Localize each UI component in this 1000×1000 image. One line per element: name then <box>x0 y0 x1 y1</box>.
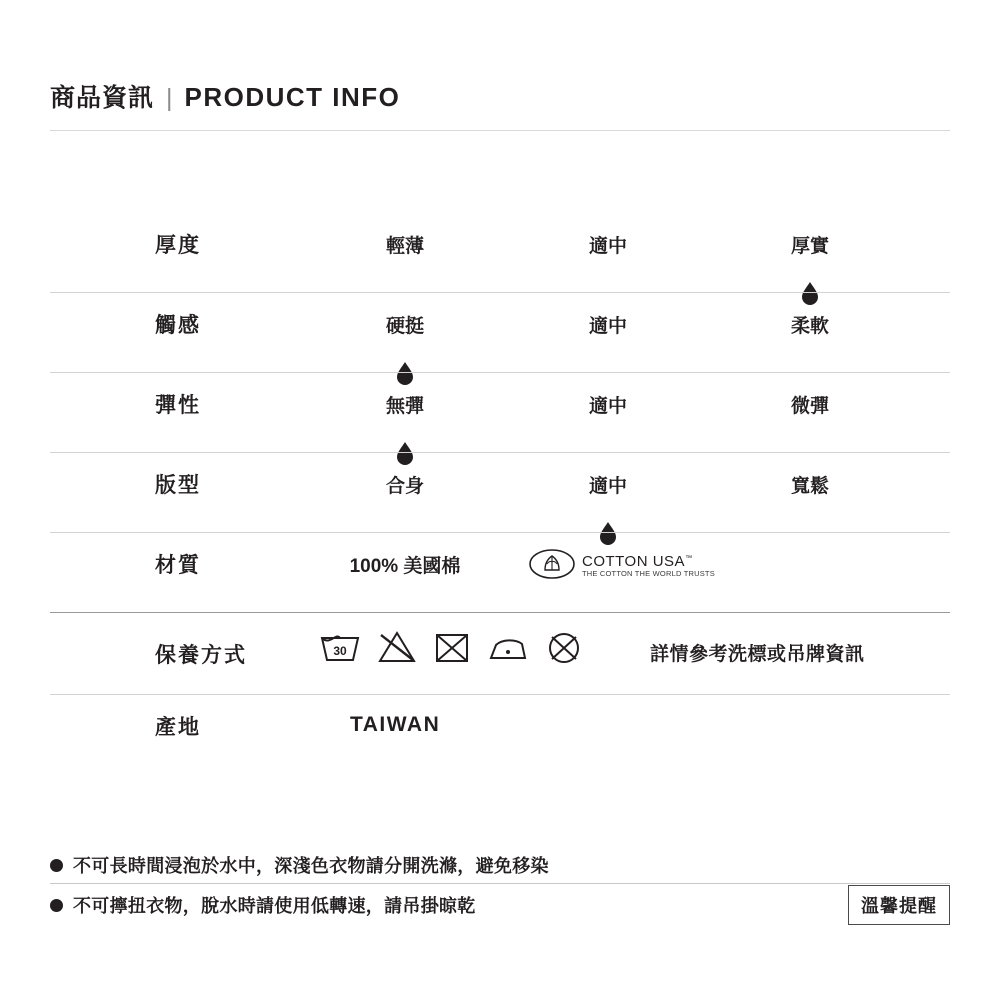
row-option: 微彈 <box>790 396 830 417</box>
table-row-material <box>50 533 950 613</box>
row-label: 觸感 <box>155 314 201 337</box>
note-item <box>50 845 950 885</box>
no-dry-clean-icon <box>544 627 584 672</box>
svg-text:30: 30 <box>333 644 347 658</box>
table-row <box>50 453 950 533</box>
header-divider <box>50 130 950 131</box>
note-text: 不可長時間浸泡於水中，深淺色衣物請分開洗滌，避免移染 <box>73 856 549 876</box>
page-header <box>50 78 950 114</box>
no-bleach-icon <box>376 627 418 672</box>
row-label: 保養方式 <box>155 644 247 667</box>
material-value: 100% 美國棉 <box>349 556 461 577</box>
care-note: 詳情參考洗標或吊牌資訊 <box>650 644 865 665</box>
note-text: 不可擰扭衣物，脫水時請使用低轉速，請吊掛晾乾 <box>73 896 476 916</box>
note-item <box>50 885 950 925</box>
row-option: 合身 <box>385 476 425 497</box>
row-option: 厚實 <box>790 236 830 257</box>
spec-table <box>50 213 950 775</box>
table-row <box>50 373 950 453</box>
table-row <box>50 293 950 373</box>
bullet-dot-icon <box>50 859 63 872</box>
row-option: 硬挺 <box>385 316 425 337</box>
bullet-dot-icon <box>50 899 63 912</box>
table-row-origin <box>50 695 950 775</box>
origin-value: TAIWAN <box>350 713 441 736</box>
trademark-symbol: ™ <box>685 555 693 563</box>
wash-30-icon <box>318 627 362 672</box>
row-label: 厚度 <box>155 234 201 257</box>
page-title-en: PRODUCT INFO <box>184 82 401 112</box>
no-tumble-dry-icon <box>432 627 472 672</box>
row-label: 彈性 <box>155 394 201 417</box>
row-option: 適中 <box>588 396 628 417</box>
row-option: 寬鬆 <box>790 476 830 497</box>
row-option: 輕薄 <box>385 236 425 257</box>
table-row-care <box>50 613 950 695</box>
cotton-logo-tagline: THE COTTON THE WORLD TRUSTS <box>582 568 715 578</box>
row-label: 版型 <box>155 474 201 497</box>
row-option: 適中 <box>588 236 628 257</box>
row-option: 適中 <box>588 316 628 337</box>
row-option: 適中 <box>588 476 628 497</box>
notes-divider <box>50 883 950 884</box>
iron-low-icon <box>486 627 530 672</box>
cotton-boll-icon <box>528 543 576 583</box>
cotton-logo-main: COTTON USA™ <box>582 553 693 571</box>
tip-badge: 溫馨提醒 <box>848 885 950 925</box>
row-option: 柔軟 <box>790 316 830 337</box>
row-label: 材質 <box>155 554 201 577</box>
page-title-cn: 商品資訊 <box>50 84 155 112</box>
row-option: 無彈 <box>385 396 425 417</box>
notes-section <box>50 845 950 925</box>
cotton-usa-logo <box>528 543 715 583</box>
table-row <box>50 213 950 293</box>
title-separator: | <box>166 84 173 112</box>
care-icon-group <box>318 627 584 672</box>
row-label: 產地 <box>155 716 201 739</box>
